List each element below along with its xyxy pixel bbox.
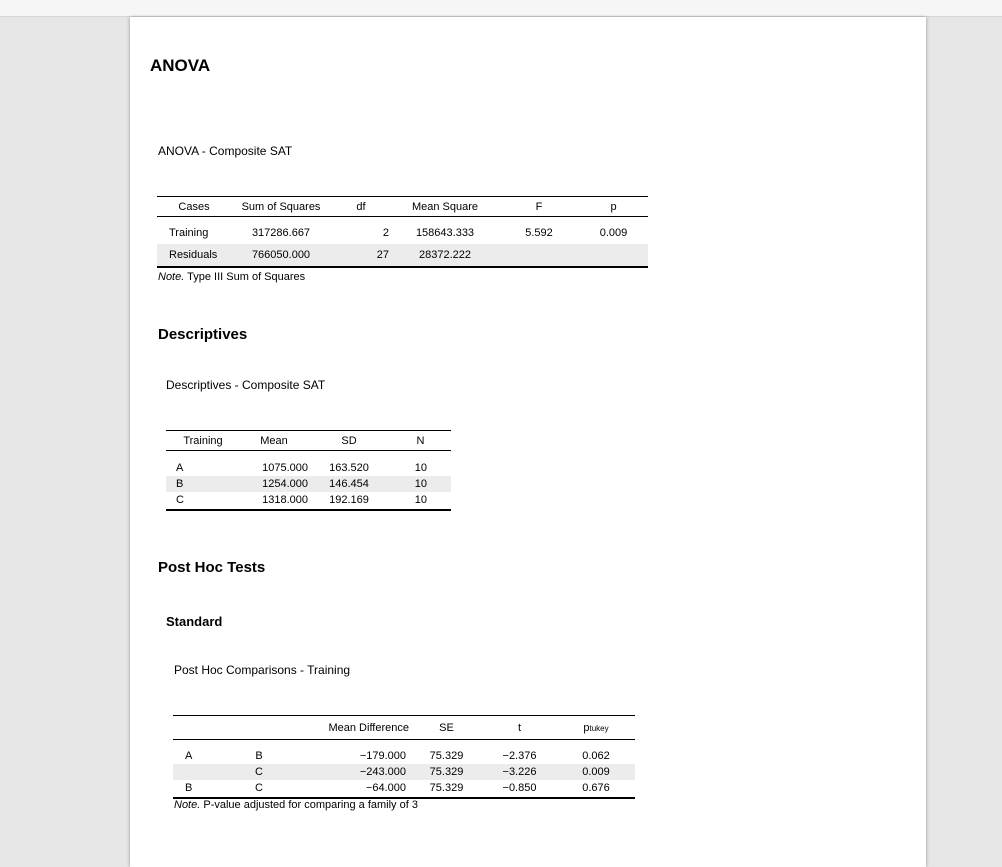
posthoc-col-blank: [173, 716, 233, 740]
posthoc-cell: −243.000: [285, 764, 411, 780]
anova-cell: [579, 244, 648, 267]
descriptives-cell: 146.454: [308, 476, 390, 492]
descriptives-cell: B: [166, 476, 240, 492]
descriptives-table: [166, 430, 451, 511]
table-row: [157, 223, 648, 244]
anova-cell: Training: [169, 227, 209, 239]
anova-cell: 0.009: [599, 227, 628, 239]
descriptives-cell: 1318.000: [262, 494, 308, 506]
anova-cell: 766050.000: [231, 244, 331, 267]
anova-note-label: Note.: [158, 271, 185, 283]
anova-header-row: [157, 197, 648, 217]
viewer-top-bar: [0, 0, 1002, 17]
posthoc-cell: −179.000: [359, 750, 406, 762]
posthoc-cell: 75.329: [429, 750, 464, 762]
anova-cell: 28372.222: [391, 244, 499, 267]
posthoc-cell: 75.329: [429, 782, 464, 794]
posthoc-subheading: Standard: [166, 614, 223, 629]
posthoc-col-se: SE: [439, 721, 454, 734]
anova-col-sum-squares: Sum of Squares: [241, 200, 321, 213]
descriptives-cell: 10: [414, 494, 427, 506]
anova-col-f: F: [535, 200, 543, 213]
posthoc-cell: [173, 764, 233, 780]
posthoc-col-mean-diff: Mean Difference: [328, 721, 409, 734]
anova-heading: ANOVA: [150, 56, 211, 75]
posthoc-cell: C: [255, 782, 263, 794]
posthoc-cell: 0.009: [557, 764, 635, 780]
descriptives-cell: C: [176, 494, 184, 506]
table-row: [166, 492, 451, 510]
posthoc-cell: −0.850: [502, 782, 537, 794]
table-row: [157, 244, 648, 267]
anova-col-p: p: [610, 200, 617, 213]
posthoc-cell: 0.062: [582, 750, 610, 762]
table-row: [173, 749, 635, 764]
descriptives-cell: 1254.000: [240, 476, 308, 492]
table-row: [173, 764, 635, 780]
posthoc-heading: Post Hoc Tests: [158, 559, 266, 576]
posthoc-note: [174, 799, 418, 811]
posthoc-cell: 75.329: [411, 764, 482, 780]
posthoc-cell: 0.676: [582, 782, 610, 794]
anova-table: [157, 196, 648, 268]
anova-cell: Residuals: [157, 244, 231, 267]
descriptives-col-sd: SD: [341, 434, 357, 447]
descriptives-cell: 163.520: [329, 461, 369, 474]
anova-col-cases: Cases: [178, 200, 210, 213]
anova-cell: 317286.667: [251, 227, 311, 239]
posthoc-header-row: [173, 716, 635, 740]
posthoc-table-title: Post Hoc Comparisons - Training: [174, 663, 351, 677]
posthoc-col-ptukey: [557, 716, 635, 740]
posthoc-table: [173, 715, 635, 799]
descriptives-cell: 192.169: [329, 494, 369, 506]
posthoc-cell: −64.000: [365, 782, 406, 794]
table-row: [166, 476, 451, 492]
posthoc-cell: C: [233, 764, 285, 780]
posthoc-col-tukey: tukey: [589, 723, 609, 733]
descriptives-heading: Descriptives: [158, 326, 248, 343]
descriptives-col-training: Training: [183, 434, 223, 447]
posthoc-cell: A: [185, 750, 193, 762]
posthoc-cell: −3.226: [482, 764, 557, 780]
posthoc-cell: B: [185, 782, 193, 794]
table-row: [173, 780, 635, 798]
posthoc-cell: −2.376: [502, 750, 537, 762]
descriptives-cell: 1075.000: [262, 461, 308, 474]
anova-col-df: df: [356, 200, 366, 213]
anova-note-text: Type III Sum of Squares: [184, 271, 306, 283]
descriptives-col-mean: Mean: [260, 434, 288, 447]
posthoc-note-text: P-value adjusted for comparing a family of 3: [200, 799, 418, 811]
anova-table-title: ANOVA - Composite SAT: [158, 144, 293, 158]
anova-col-mean-square: Mean Square: [411, 200, 479, 213]
descriptives-col-n: N: [416, 434, 425, 447]
descriptives-cell: A: [176, 461, 184, 474]
anova-cell: 158643.333: [415, 227, 475, 239]
anova-cell: 2: [382, 227, 389, 239]
descriptives-header-row: [166, 431, 451, 451]
anova-note: [158, 271, 305, 283]
table-row: [166, 460, 451, 476]
anova-cell: [499, 244, 579, 267]
descriptives-cell: 10: [414, 461, 427, 474]
descriptives-cell: 10: [390, 476, 451, 492]
posthoc-col-blank: [233, 716, 285, 740]
anova-cell: 27: [331, 244, 391, 267]
posthoc-cell: B: [255, 750, 263, 762]
posthoc-col-p: p: [583, 721, 590, 734]
descriptives-table-title: Descriptives - Composite SAT: [166, 378, 326, 392]
anova-cell: 5.592: [525, 227, 553, 239]
posthoc-note-label: Note.: [174, 799, 201, 811]
results-page: [130, 17, 926, 867]
posthoc-col-t: t: [517, 721, 522, 734]
